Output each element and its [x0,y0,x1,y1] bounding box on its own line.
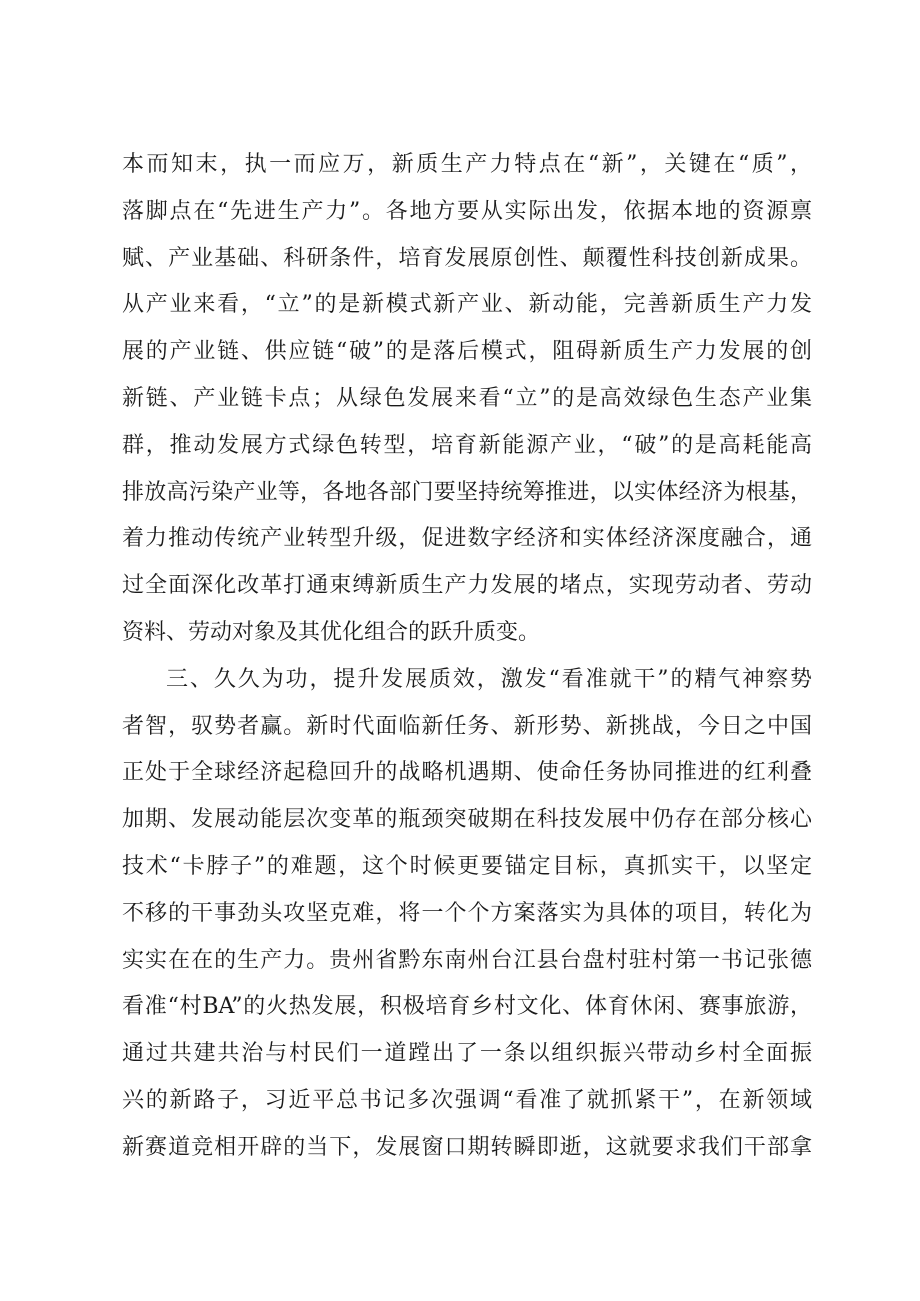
text-line: 从产业来看，“立”的是新模式新产业、新动能，完善新质生产力发 [122,292,812,318]
section-heading-line: 三、久久为功，提升发展质效，激发“看准就干”的精气神察势 [166,666,812,692]
text-line: 资料、劳动对象及其优化组合的跃升质变。 [122,619,541,645]
text-line: 实实在在的生产力。贵州省黔东南州台江县台盘村驻村第一书记张德 [122,947,812,973]
document-body [122,142,812,1172]
text-line: 排放高污染产业等，各地各部门要坚持统筹推进，以实体经济为根基， [122,479,812,505]
text-line: 者智，驭势者赢。新时代面临新任务、新形势、新挑战，今日之中国 [122,713,812,739]
text-line: 群，推动发展方式绿色转型，培育新能源产业，“破”的是高耗能高 [122,432,812,458]
text-line: 落脚点在“先进生产力”。各地方要从实际出发，依据本地的资源禀 [122,198,812,224]
text-line: 不移的干事劲头攻坚克难，将一个个方案落实为具体的项目，转化为 [122,900,812,926]
text-line: 新赛道竞相开辟的当下，发展窗口期转瞬即逝，这就要求我们干部拿 [122,1134,812,1160]
text-line: 加期、发展动能层次变革的瓶颈突破期在科技发展中仍存在部分核心 [122,807,812,833]
text-line: 新链、产业链卡点；从绿色发展来看“立”的是高效绿色生态产业集 [122,385,812,411]
text-line: 着力推动传统产业转型升级，促进数字经济和实体经济深度融合，通 [122,526,812,552]
text-line: 正处于全球经济起稳回升的战略机遇期、使命任务协同推进的红利叠 [122,760,812,786]
text-line: 本而知末，执一而应万，新质生产力特点在“新”，关键在“质”， [122,152,812,177]
text-line: 看准“村BA”的火热发展，积极培育乡村文化、体育休闲、赛事旅游， [122,994,812,1020]
text-line: 过全面深化改革打通束缚新质生产力发展的堵点，实现劳动者、劳动 [122,573,812,599]
text-line: 赋、产业基础、科研条件，培育发展原创性、颠覆性科技创新成果。 [122,245,812,271]
text-line: 展的产业链、供应链“破”的是落后模式，阻碍新质生产力发展的创 [122,339,812,365]
text-line: 通过共建共治与村民们一道蹚出了一条以组织振兴带动乡村全面振 [122,1041,812,1067]
text-line: 技术“卡脖子”的难题，这个时候更要锚定目标，真抓实干，以坚定 [122,853,812,879]
text-line: 兴的新路子，习近平总书记多次强调“看准了就抓紧干”，在新领域 [122,1087,812,1113]
